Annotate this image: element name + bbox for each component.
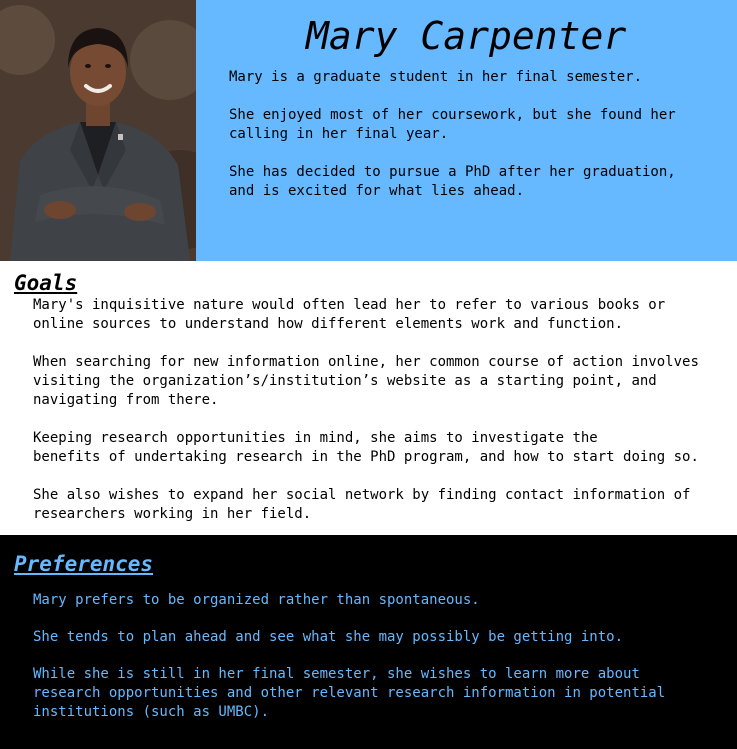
persona-name: Mary Carpenter xyxy=(306,14,627,58)
profile-header xyxy=(0,0,737,261)
goals-paragraph: Keeping research opportunities in mind, she aims to investigate the benefits of undertaking research in the PhD program, and how to start doing so. xyxy=(33,430,699,465)
preferences-paragraph: While she is still in her final semester, she wishes to learn more about research opportunities and other relevant research information in potential institutions (such as UMBC). xyxy=(33,666,666,720)
goals-text xyxy=(33,296,733,543)
goals-paragraph: She also wishes to expand her social network by finding contact information of researchers working in her field. xyxy=(33,487,691,522)
goals-paragraph: When searching for new information online, her common course of action involves visiting the organization’s/institution’s website as a starting point, and navigating from there. xyxy=(33,354,699,408)
preferences-heading: Preferences xyxy=(14,552,154,576)
goals-paragraph: Mary's inquisitive nature would often lead her to refer to various books or online sources to understand how different elements work and function. xyxy=(33,297,666,332)
profile-photo xyxy=(0,0,196,261)
persona-bio xyxy=(229,68,729,220)
preferences-section xyxy=(0,535,737,749)
profile-photo-illustration xyxy=(0,0,196,261)
preferences-paragraph: Mary prefers to be organized rather than spontaneous. xyxy=(33,592,480,608)
preferences-text xyxy=(33,591,733,740)
bio-paragraph: She has decided to pursue a PhD after her graduation, and is excited for what lies ahead. xyxy=(229,164,676,199)
bio-paragraph: Mary is a graduate student in her final semester. xyxy=(229,69,643,85)
goals-heading: Goals xyxy=(14,271,78,295)
preferences-paragraph: She tends to plan ahead and see what she may possibly be getting into. xyxy=(33,629,624,645)
goals-section xyxy=(0,261,737,535)
bio-paragraph: She enjoyed most of her coursework, but she found her calling in her final year. xyxy=(229,107,676,142)
